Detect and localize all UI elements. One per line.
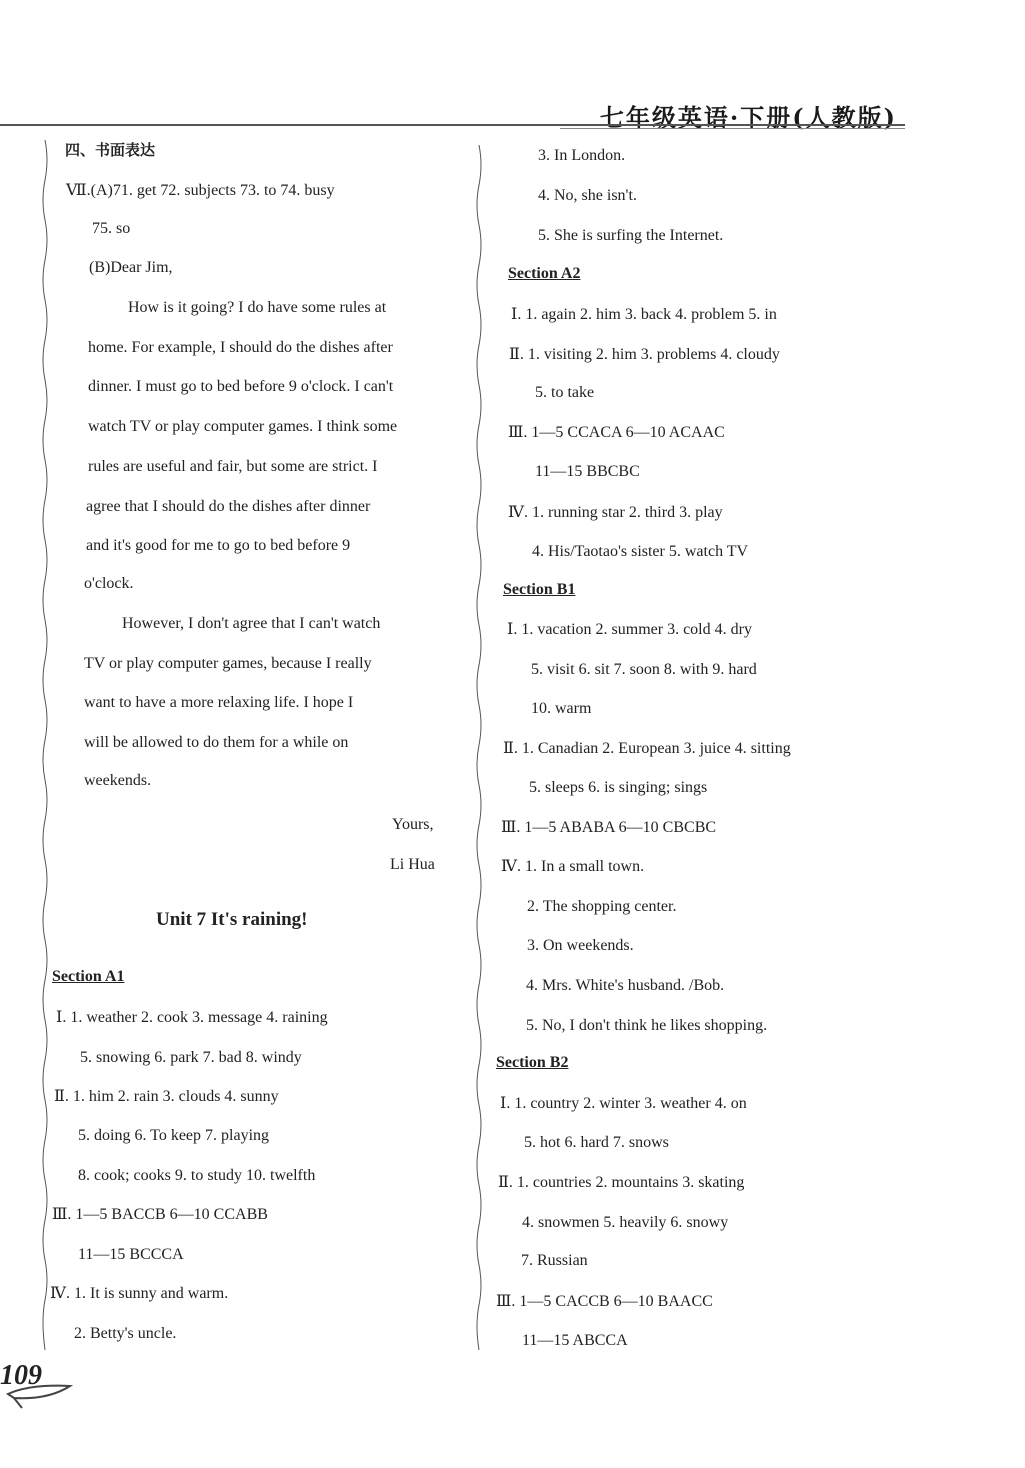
- answer-line-1-5-ccaca-6-10-acaac: Ⅲ. 1—5 CCACA 6—10 ACAAC: [508, 424, 725, 441]
- answer-line-5-visit-6-sit-7-soon-8-with-9-hard: 5. visit 6. sit 7. soon 8. with 9. hard: [531, 661, 757, 678]
- answer-line-3-on-weekends: 3. On weekends.: [527, 937, 634, 954]
- answer-line-yours: Yours,: [392, 816, 434, 833]
- answer-line-4-his-taotao-s-sister-5-watch-tv: 4. His/Taotao's sister 5. watch TV: [532, 543, 749, 560]
- answer-line-want-to-have-a-more-relaxing-life-i-hope: want to have a more relaxing life. I hope I: [84, 694, 354, 711]
- answer-line-75-so: 75. so: [92, 220, 131, 237]
- header-rule: [0, 124, 905, 126]
- answer-line-b-dear-jim: (B)Dear Jim,: [89, 259, 173, 276]
- answer-line-home-for-example-i-should-do-the-dishes-: home. For example, I should do the dishes after: [88, 339, 393, 356]
- answer-line-tv-or-play-computer-games-because-i-real: TV or play computer games, because I really: [84, 655, 372, 672]
- section-heading-section-b2: Section B2: [496, 1054, 569, 1071]
- answer-line-rules-are-useful-and-fair-but-some-are-s: rules are useful and fair, but some are strict. I: [88, 458, 378, 475]
- answer-line-and-it-s-good-for-me-to-go-to-bed-before: and it's good for me to go to bed before 9: [86, 537, 351, 554]
- section-heading-section-b1: Section B1: [503, 581, 576, 598]
- answer-line-o-clock: o'clock.: [84, 575, 134, 592]
- answer-line-agree-that-i-should-do-the-dishes-after-: agree that I should do the dishes after dinner: [86, 498, 371, 515]
- answer-line-4-no-she-isn-t: 4. No, she isn't.: [538, 187, 637, 204]
- answer-line-10-warm: 10. warm: [531, 700, 592, 717]
- answer-line-7-russian: 7. Russian: [521, 1252, 588, 1269]
- answer-line-1-canadian-2-european-3-juice-4-sitting: Ⅱ. 1. Canadian 2. European 3. juice 4. sitting: [503, 740, 791, 757]
- page-number: 109: [0, 1360, 42, 1391]
- answer-line-1-again-2-him-3-back-4-problem-5-in: Ⅰ. 1. again 2. him 3. back 4. problem 5. in: [511, 306, 777, 323]
- answer-line-dinner-i-must-go-to-bed-before-9-o-clock: dinner. I must go to bed before 9 o'clock. I can't: [88, 378, 394, 395]
- answer-line-11-15-bbcbc: 11—15 BBCBC: [535, 463, 640, 480]
- page-header: [0, 0, 1025, 130]
- center-wavy-divider: [474, 145, 484, 1350]
- answer-line-1-vacation-2-summer-3-cold-4-dry: Ⅰ. 1. vacation 2. summer 3. cold 4. dry: [507, 621, 752, 638]
- answer-line-5-snowing-6-park-7-bad-8-windy: 5. snowing 6. park 7. bad 8. windy: [80, 1049, 302, 1066]
- answer-line-1-countries-2-mountains-3-skating: Ⅱ. 1. countries 2. mountains 3. skating: [498, 1174, 745, 1191]
- answer-line-1-5-baccb-6-10-ccabb: Ⅲ. 1—5 BACCB 6—10 CCABB: [52, 1206, 268, 1223]
- answer-line-5-she-is-surfing-the-internet: 5. She is surfing the Internet.: [538, 227, 724, 244]
- header-rule-secondary: [560, 128, 905, 129]
- section-heading-section-a2: Section A2: [508, 265, 581, 282]
- answer-line-5-no-i-don-t-think-he-likes-shopping: 5. No, I don't think he likes shopping.: [526, 1017, 768, 1034]
- answer-line-5-doing-6-to-keep-7-playing: 5. doing 6. To keep 7. playing: [78, 1127, 270, 1144]
- answer-line-a-71-get-72-subjects-73-to-74-busy: Ⅶ.(A)71. get 72. subjects 73. to 74. busy: [66, 182, 335, 199]
- left-wavy-divider: [40, 140, 50, 1350]
- answer-line-1-5-ababa-6-10-cbcbc: Ⅲ. 1—5 ABABA 6—10 CBCBC: [501, 819, 717, 836]
- answer-line-how-is-it-going-i-do-have-some-rules-at: How is it going? I do have some rules at: [128, 299, 387, 316]
- answer-line-8-cook-cooks-9-to-study-10-twelfth: 8. cook; cooks 9. to study 10. twelfth: [78, 1167, 316, 1184]
- answer-line-however-i-don-t-agree-that-i-can-t-watch: However, I don't agree that I can't watch: [122, 615, 381, 632]
- answer-line-1-him-2-rain-3-clouds-4-sunny: Ⅱ. 1. him 2. rain 3. clouds 4. sunny: [54, 1088, 279, 1105]
- header-title: 七年级英语·下册(人教版): [599, 103, 897, 132]
- answer-line-5-sleeps-6-is-singing-sings: 5. sleeps 6. is singing; sings: [529, 779, 708, 796]
- answer-line-1-country-2-winter-3-weather-4-on: Ⅰ. 1. country 2. winter 3. weather 4. on: [500, 1095, 747, 1112]
- answer-line-4-mrs-white-s-husband-bob: 4. Mrs. White's husband. /Bob.: [526, 977, 725, 994]
- answer-line-1-it-is-sunny-and-warm: Ⅳ. 1. It is sunny and warm.: [50, 1285, 229, 1302]
- answer-line-1-running-star-2-third-3-play: Ⅳ. 1. running star 2. third 3. play: [508, 504, 723, 521]
- answer-line-1-5-caccb-6-10-baacc: Ⅲ. 1—5 CACCB 6—10 BAACC: [496, 1293, 713, 1310]
- answer-line-2-betty-s-uncle: 2. Betty's uncle.: [74, 1325, 177, 1342]
- leaf-ornament-icon: [0, 1360, 80, 1410]
- section-heading-section-a1: Section A1: [52, 968, 125, 985]
- answer-line-weekends: weekends.: [84, 772, 152, 789]
- answer-line-1-weather-2-cook-3-message-4-raining: Ⅰ. 1. weather 2. cook 3. message 4. raining: [56, 1009, 328, 1026]
- answer-line-4-snowmen-5-heavily-6-snowy: 4. snowmen 5. heavily 6. snowy: [522, 1214, 729, 1231]
- answer-line-1-in-a-small-town: Ⅳ. 1. In a small town.: [501, 858, 645, 875]
- answer-line-will-be-allowed-to-do-them-for-a-while-o: will be allowed to do them for a while on: [84, 734, 349, 751]
- answer-line-11-15-abcca: 11—15 ABCCA: [522, 1332, 628, 1349]
- part-heading-line: 四、书面表达: [65, 141, 156, 159]
- answer-line-2-the-shopping-center: 2. The shopping center.: [527, 898, 677, 915]
- answer-line-1-visiting-2-him-3-problems-4-cloudy: Ⅱ. 1. visiting 2. him 3. problems 4. cloudy: [509, 346, 780, 363]
- answer-line-11-15-bccca: 11—15 BCCCA: [78, 1246, 184, 1263]
- answer-line-3-in-london: 3. In London.: [538, 147, 626, 164]
- unit-title-unit-7-it-s-raining: Unit 7 It's raining!: [156, 909, 308, 930]
- answer-line-li-hua: Li Hua: [390, 856, 435, 873]
- answer-line-watch-tv-or-play-computer-games-i-think-: watch TV or play computer games. I think some: [88, 418, 398, 435]
- answer-line-5-hot-6-hard-7-snows: 5. hot 6. hard 7. snows: [524, 1134, 669, 1151]
- page-number-ornament: [0, 1360, 80, 1410]
- answer-line-5-to-take: 5. to take: [535, 384, 595, 401]
